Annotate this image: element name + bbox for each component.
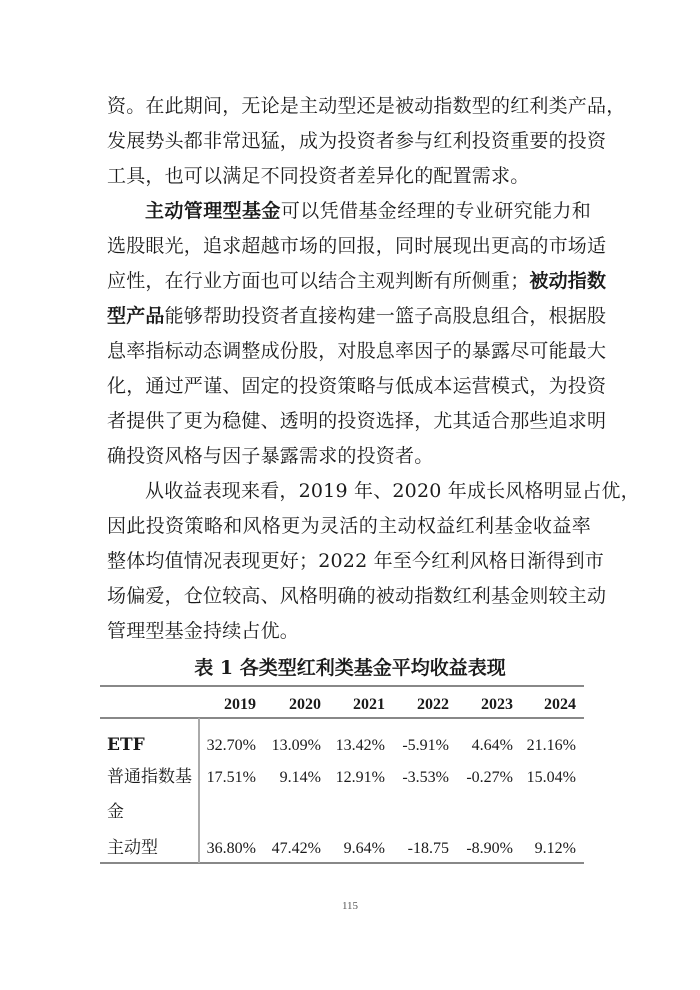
bold-term: 主动管理型基金 <box>145 200 281 222</box>
row-label: 普通指数基 <box>107 767 192 787</box>
row-label: ETF <box>107 735 145 755</box>
text-segment: 可以凭借基金经理的专业研究能力和 <box>280 200 592 222</box>
text-segment: 从收益表现来看，2019 年、2020 年成长风格明显占优， <box>145 480 640 502</box>
row-label: 主动型 <box>107 838 158 858</box>
paragraph-line <box>107 408 607 434</box>
table-cell: 32.70% <box>206 737 256 754</box>
table-cell: 17.51% <box>206 769 256 786</box>
table-cell: 47.42% <box>271 840 321 857</box>
table-bottom-rule <box>100 862 584 864</box>
table-top-rule <box>100 685 584 687</box>
column-header: 2024 <box>544 696 576 713</box>
text-segment: 发展势头都非常迅猛，成为投资者参与红利投资重要的投资 <box>107 130 607 152</box>
table-cell: 9.12% <box>534 840 576 857</box>
table-cell: -0.27% <box>466 769 513 786</box>
paragraph-line <box>107 583 607 609</box>
paragraph-line <box>107 443 591 469</box>
table-cell: 36.80% <box>206 840 256 857</box>
text-segment: 能够帮助投资者直接构建一篮子高股息组合，根据股 <box>164 305 607 327</box>
bold-term: 型产品 <box>107 305 165 327</box>
paragraph-line <box>107 303 607 329</box>
table-cell: 21.16% <box>526 737 576 754</box>
text-segment: 管理型基金持续占优。 <box>107 620 300 642</box>
table-cell: 9.64% <box>343 840 385 857</box>
text-segment: 者提供了更为稳健、透明的投资选择，尤其适合那些追求明 <box>107 410 607 432</box>
table-cell: 13.09% <box>271 737 321 754</box>
column-header: 2023 <box>481 696 513 713</box>
paragraph-line <box>107 548 604 574</box>
paragraph-line <box>107 163 591 189</box>
table-vertical-rule <box>198 718 200 863</box>
table-cell: -5.91% <box>402 737 449 754</box>
text-segment: 工具，也可以满足不同投资者差异化的配置需求。 <box>107 165 530 187</box>
column-header: 2020 <box>289 696 321 713</box>
text-segment: 整体均值情况表现更好；2022 年至今红利风格日渐得到市 <box>107 550 604 572</box>
column-header: 2021 <box>353 696 385 713</box>
paragraph-line <box>107 513 591 539</box>
paragraph-line <box>107 373 607 399</box>
row-label-continued: 金 <box>107 802 124 822</box>
text-segment: 息率指标动态调整成份股，对股息率因子的暴露尽可能最大 <box>107 340 607 362</box>
table-header-rule <box>100 717 584 719</box>
table-cell: 9.14% <box>279 769 321 786</box>
table-cell: 15.04% <box>526 769 576 786</box>
text-segment: 选股眼光，追求超越市场的回报，同时展现出更高的市场适 <box>107 235 607 257</box>
table-cell: 12.91% <box>335 769 385 786</box>
paragraph-line <box>107 268 607 294</box>
column-header: 2022 <box>417 696 449 713</box>
paragraph-line <box>145 198 591 224</box>
table-cell: 4.64% <box>471 737 513 754</box>
table-cell: -8.90% <box>466 840 513 857</box>
bold-term: 被动指数 <box>529 270 607 292</box>
text-segment: 因此投资策略和风格更为灵活的主动权益红利基金收益率 <box>107 515 591 537</box>
text-segment: 应性，在行业方面也可以结合主观判断有所侧重； <box>107 270 530 292</box>
paragraph-line <box>107 93 626 119</box>
text-segment: 资。在此期间，无论是主动型还是被动指数型的红利类产品， <box>107 95 626 117</box>
text-segment: 确投资风格与因子暴露需求的投资者。 <box>107 445 434 467</box>
paragraph-line <box>145 478 640 504</box>
text-segment: 场偏爱，仓位较高、风格明确的被动指数红利基金则较主动 <box>107 585 607 607</box>
paragraph-line <box>107 233 607 259</box>
paragraph-line <box>107 618 591 644</box>
table-cell: 13.42% <box>335 737 385 754</box>
column-header: 2019 <box>224 696 256 713</box>
paragraph-line <box>107 338 607 364</box>
text-segment: 化，通过严谨、固定的投资策略与低成本运营模式，为投资 <box>107 375 607 397</box>
paragraph-line <box>107 128 607 154</box>
table-cell: -18.75 <box>407 840 449 857</box>
table-cell: -3.53% <box>402 769 449 786</box>
table-title: 表 1 各类型红利类基金平均收益表现 <box>194 657 506 679</box>
page-number: 115 <box>341 900 359 912</box>
